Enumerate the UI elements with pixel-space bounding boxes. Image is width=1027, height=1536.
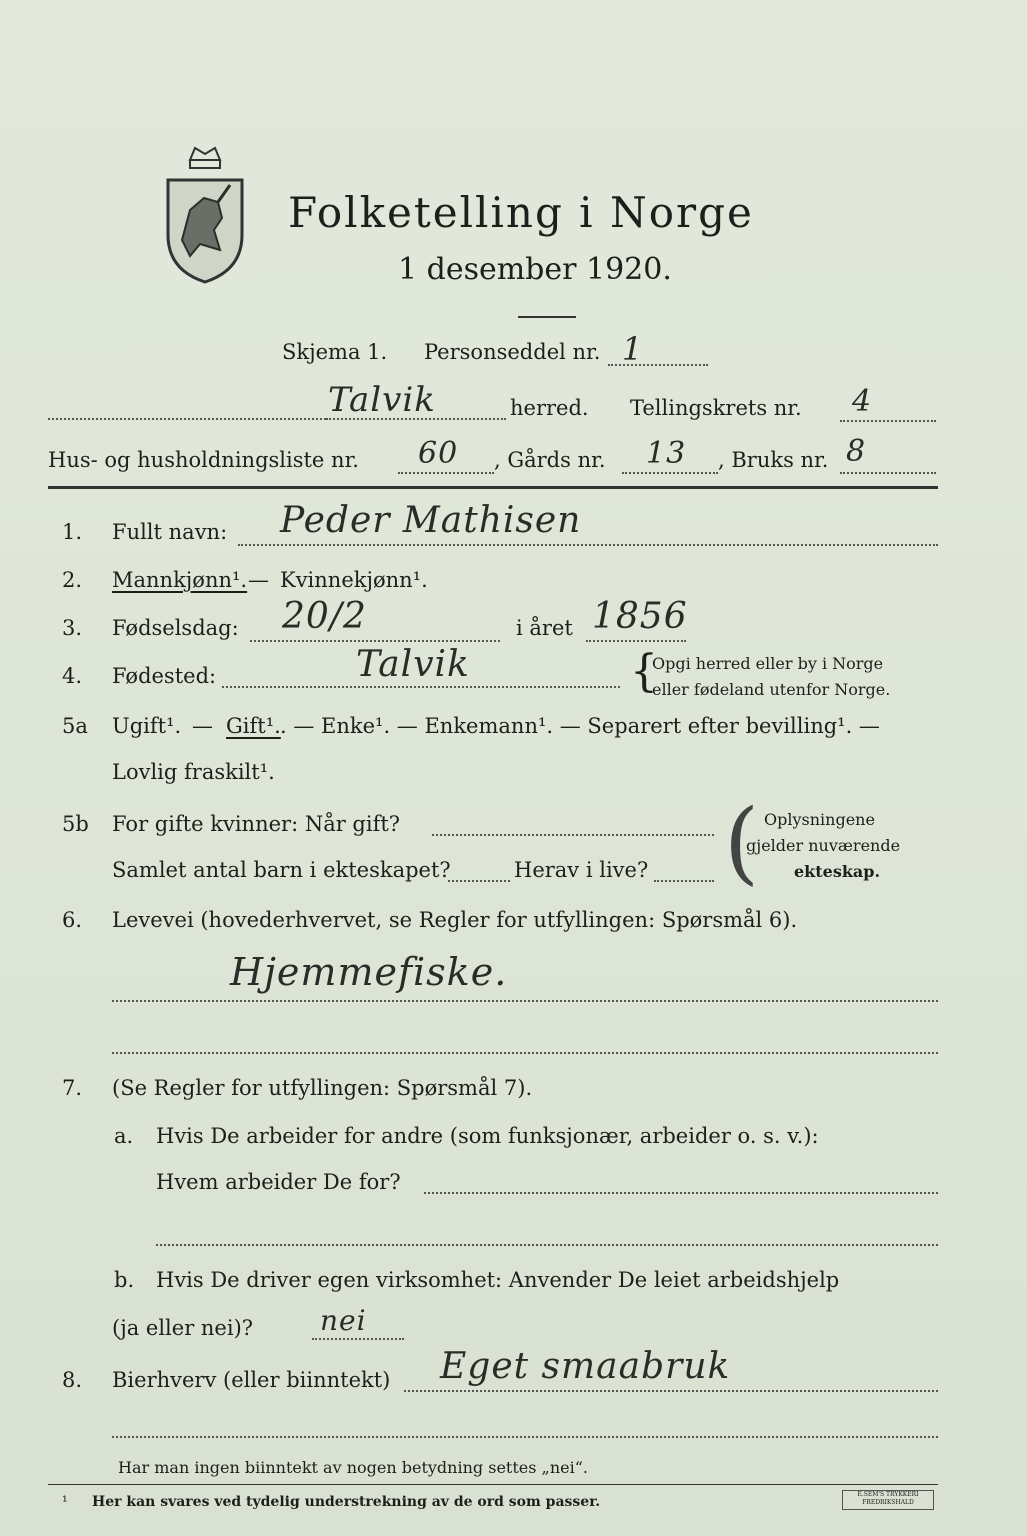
q2-female: Kvinnekjønn¹. — [280, 568, 428, 592]
hus-value: 60 — [418, 436, 459, 471]
q5b-label: For gifte kvinner: Når gift? — [112, 812, 401, 836]
q5b-note-1: Oplysningene — [764, 810, 875, 829]
herred-label: herred. — [510, 396, 589, 420]
q3-number: 3. — [62, 616, 83, 640]
q5a-divorced: Lovlig fraskilt¹. — [112, 760, 275, 784]
q6-dots-1 — [112, 1000, 938, 1002]
q5a-unmarried: Ugift¹. — [112, 714, 182, 738]
herred-dots-left — [48, 418, 326, 420]
q1-label: Fullt navn: — [112, 520, 228, 544]
q5a-number: 5a — [62, 714, 88, 738]
q5b-alive-dots — [654, 880, 714, 882]
herred-dots — [326, 418, 506, 420]
personseddel-value: 1 — [622, 330, 644, 368]
q7b-label: Hvis De driver egen virksomhet: Anvender De leiet arbeidshjelp — [156, 1268, 840, 1292]
footnote-text: Her kan svares ved tydelig understrekning av de ord som passer. — [92, 1494, 601, 1510]
q5a-married: Gift¹. — [226, 714, 281, 738]
tellingskrets-dots — [840, 420, 936, 422]
divider — [518, 316, 576, 318]
q5b-note-2: gjelder nuværende — [746, 836, 901, 855]
q3-label: Fødselsdag: — [112, 616, 239, 640]
q5b-children-label: Samlet antal barn i ekteskapet? — [112, 858, 451, 882]
bruks-value: 8 — [846, 434, 867, 469]
bruks-dots — [840, 472, 936, 474]
q6-dots-2 — [112, 1052, 938, 1054]
tellingskrets-label: Tellingskrets nr. — [630, 396, 802, 420]
hus-label: Hus- og husholdningsliste nr. — [48, 448, 359, 472]
footnote-marker: ¹ — [62, 1494, 68, 1510]
q6-label: Levevei (hovederhvervet, se Regler for utfyllingen: Spørsmål 6). — [112, 908, 798, 932]
q5b-note-3: ekteskap. — [794, 862, 881, 881]
coat-of-arms-icon — [160, 140, 250, 285]
q7a-letter: a. — [114, 1124, 134, 1148]
herred-value: Talvik — [328, 380, 436, 420]
q5b-number: 5b — [62, 812, 89, 836]
q7b-dots — [312, 1338, 404, 1340]
q3-year: 1856 — [592, 596, 688, 637]
q4-birthplace: Talvik — [356, 644, 470, 685]
q7b-answer: nei — [320, 1304, 367, 1337]
q8-dots-2 — [112, 1436, 938, 1438]
q1-dots — [238, 544, 938, 546]
q2-dash: — — [248, 568, 269, 592]
q4-number: 4. — [62, 664, 83, 688]
gards-label: , Gårds nr. — [494, 448, 606, 472]
q5b-married-dots — [432, 834, 714, 836]
q1-full-name: Peder Mathisen — [280, 500, 582, 541]
header-rule — [48, 486, 938, 489]
q3-year-dots — [586, 640, 686, 642]
q5b-alive-label: Herav i live? — [514, 858, 649, 882]
q1-number: 1. — [62, 520, 83, 544]
q3-birthday: 20/2 — [282, 596, 367, 637]
hus-dots — [398, 472, 494, 474]
q5a-dash: — — [192, 714, 213, 738]
tellingskrets-value: 4 — [852, 384, 873, 419]
q3-year-label: i året — [516, 616, 573, 640]
census-date: 1 desember 1920. — [398, 252, 672, 287]
personseddel-dots — [608, 364, 708, 366]
q7b-yesno-label: (ja eller nei)? — [112, 1316, 254, 1340]
q7a-label: Hvis De arbeider for andre (som funksjonær, arbeider o. s. v.): — [156, 1124, 819, 1148]
gards-dots — [622, 472, 718, 474]
q5b-bracket: ( — [724, 790, 760, 895]
q8-side-income: Eget smaabruk — [440, 1346, 731, 1387]
q7-number: 7. — [62, 1076, 83, 1100]
q7a-employer-dots — [424, 1192, 938, 1194]
q3-dots — [250, 640, 500, 642]
footer-note: Har man ingen biinntekt av nogen betydning settes „nei“. — [118, 1458, 588, 1477]
q7a-employer-label: Hvem arbeider De for? — [156, 1170, 401, 1194]
q8-label: Bierhverv (eller biinntekt) — [112, 1368, 391, 1392]
q6-number: 6. — [62, 908, 83, 932]
q4-note-2: eller fødeland utenfor Norge. — [652, 680, 891, 699]
schema-label: Skjema 1. — [282, 340, 388, 364]
q4-brace: { — [630, 646, 658, 697]
printer-stamp: E.SEM'S TRYKKERI FREDRIKSHALD — [842, 1490, 934, 1510]
q2-number: 2. — [62, 568, 83, 592]
personseddel-label: Personseddel nr. — [424, 340, 601, 364]
q5a-options: . — Enke¹. — Enkemann¹. — Separert efter bevilling¹. — — [280, 714, 880, 738]
q4-label: Fødested: — [112, 664, 217, 688]
q6-occupation: Hjemmefiske. — [230, 950, 508, 994]
q8-number: 8. — [62, 1368, 83, 1392]
q5b-children-dots — [448, 880, 510, 882]
q7-label: (Se Regler for utfyllingen: Spørsmål 7). — [112, 1076, 533, 1100]
gards-value: 13 — [646, 436, 687, 471]
q7a-dots-2 — [156, 1244, 938, 1246]
footer-rule — [48, 1484, 938, 1485]
q8-dots — [404, 1390, 938, 1392]
form-title: Folketelling i Norge — [288, 188, 754, 237]
bruks-label: , Bruks nr. — [718, 448, 829, 472]
q4-dots — [222, 686, 620, 688]
q2-male: Mannkjønn¹. — [112, 568, 248, 592]
q4-note-1: Opgi herred eller by i Norge — [652, 654, 884, 673]
q7b-letter: b. — [114, 1268, 135, 1292]
